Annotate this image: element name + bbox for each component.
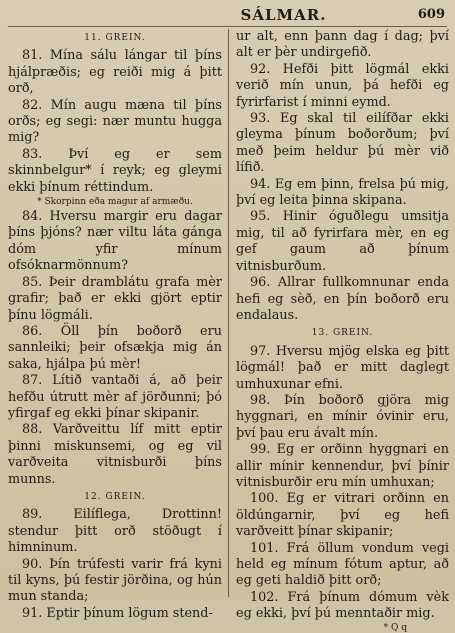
section-heading-11: 11. GREIN. [84, 33, 146, 43]
verse-92: 92. Hefði þitt lögmál ekki verið mín unun, þá hefði eg fyrirfarist í minni eymd. [236, 61, 449, 110]
verse-90: 90. Þín trúfesti varir frá kyni til kyns, þú festir jörðina, og hún mun standa; [8, 556, 222, 605]
verse-81: 81. Mína sálu lángar til þíns hjálpræðis; eg reiði mig á þitt orð, [8, 48, 222, 97]
verse-97: 97. Hversu mjög elska eg þitt lögmál! það er mitt daglegt umhuxunar efni. [236, 343, 449, 392]
verse-88: 88. Varðveittu líf mitt eptir þinni miskunsemi, og eg vil varðveita vitnisburði þíns munns. [8, 422, 222, 487]
verse-86: 86. Öll þín boðorð eru sannleiki; þeir ofsækja mig án saka, hjálpa þú mèr! [8, 323, 222, 372]
verse-94: 94. Eg em þinn, frelsa þú mig, því eg leita þinna skipana. [236, 176, 449, 209]
page-header [8, 6, 447, 27]
text-columns [6, 29, 449, 633]
verse-101: 101. Frá öllum vondum vegi held eg mínum fótum aptur, að eg geti haldið þitt orð; [236, 540, 449, 589]
verse-91-continued: ur alt, enn þann dag í dag; því alt er þèr undirgefið. [236, 29, 449, 61]
page-number: 609 [417, 7, 445, 22]
verse-85: 85. Þeir dramblátu grafa mèr grafir; það er ekki gjört eptir þínu lögmáli. [8, 274, 222, 323]
footnote: * Skorpinn eða magur af armæðu. [37, 197, 193, 208]
verse-87: 87. Lítið vantaði á, að þeir hefðu útrutt mèr af jörðunni; þó yfirgaf eg ekki þínar skipanir. [8, 373, 222, 421]
verse-93: 93. Eg skal til eilífðar ekki gleyma þínum boðorðum; því með þeim heldur þú mèr við lífið. [236, 111, 449, 176]
verse-95: 95. Hinir óguðlegu umsitja mig, til að fyrirfara mèr, en eg gef gaum að þínum vitnisburðum. [236, 209, 449, 274]
left-column [6, 29, 222, 622]
verse-99: 99. Eg er orðinn hyggnari en allir mínir kennendur, því þínir vitnisburðir eru mín umhuxan; [236, 442, 449, 490]
section-heading-13: 13. GREIN. [311, 328, 374, 339]
signature-mark: * Q q [383, 622, 407, 633]
section-heading-12: 12. GREIN. [84, 491, 146, 502]
verse-91: 91. Eptir þínum lögum stend- [22, 605, 213, 621]
verse-84: 84. Hversu margir eru dagar þíns þjóns? nær viltu láta gánga dóm yfir mínum ofsóknarmönnum? [8, 209, 222, 274]
verse-89: 89. Eilíflega, Drottinn! stendur þitt orð stöðugt í himninum. [8, 507, 222, 556]
verse-96: 96. Allrar fullkomnunar enda hefi eg sèð, en þín boðorð eru endalaus. [236, 275, 449, 323]
verse-83: 83. Því eg er sem skinnbelgur* í reyk; eg gleymi ekki þínum réttindum. [8, 146, 222, 195]
running-head: SÁLMAR. [240, 6, 327, 24]
verse-82: 82. Mín augu mæna til þíns orðs; eg segi: nær muntu hugga mig? [8, 97, 222, 146]
verse-98: 98. Þín boðorð gjöra mig hyggnari, en mínir óvinir eru, því þau eru ávalt mín. [236, 392, 449, 441]
verse-102: 102. Frá þínum dómum vèk eg ekki, því þú menntaðir mig. [236, 589, 449, 622]
right-column [229, 29, 449, 633]
verse-100: 100. Eg er vitrari orðinn en öldúngarnir, því eg hefi varðveitt þínar skipanir; [236, 491, 449, 540]
